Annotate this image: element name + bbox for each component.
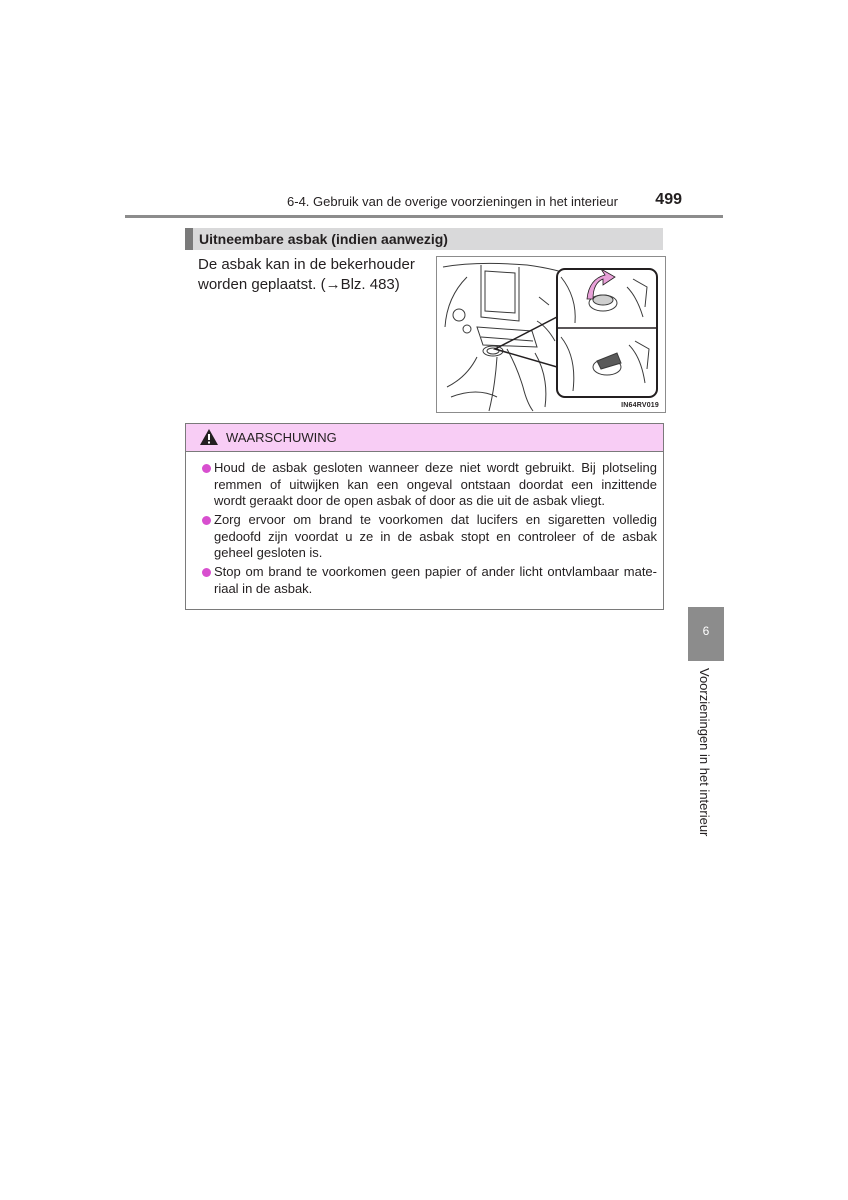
warning-triangle-icon bbox=[199, 428, 219, 446]
text-line: Stop om brand te voorkomen geen papier of ander licht ontvlambaar mate- bbox=[214, 564, 657, 579]
chapter-label: Voorzieningen in het interieur bbox=[697, 668, 712, 837]
warning-header bbox=[186, 424, 663, 452]
bullet-icon bbox=[202, 516, 211, 525]
dashboard-drawing bbox=[437, 257, 667, 414]
intro-paragraph bbox=[198, 255, 424, 295]
chapter-section-title: 6-4. Gebruik van de overige voorzieningen in het interieur bbox=[287, 194, 618, 209]
intro-line: De asbak kan in de bekerhouder bbox=[198, 256, 415, 273]
warning-item-text bbox=[214, 564, 657, 597]
text-line: Houd de asbak gesloten wanneer deze niet wordt gebruikt. Bij plotseling bbox=[214, 460, 657, 475]
text-line: wordt geraakt door de open asbak of door as die uit de asbak vliegt. bbox=[214, 493, 605, 508]
page-number: 499 bbox=[655, 191, 682, 208]
chapter-number: 6 bbox=[702, 624, 710, 638]
figure-code: IN64RV019 bbox=[621, 402, 659, 409]
bullet-icon bbox=[202, 464, 211, 473]
warning-item-text bbox=[214, 460, 657, 510]
intro-line: worden geplaatst. (→Blz. 483) bbox=[198, 276, 400, 293]
header-divider bbox=[125, 215, 723, 218]
chapter-tab bbox=[688, 607, 724, 661]
section-title: Uitneembare asbak (indien aanwezig) bbox=[199, 231, 448, 247]
ashtray-illustration bbox=[436, 256, 666, 413]
bullet-icon bbox=[202, 568, 211, 577]
warning-item-text bbox=[214, 512, 657, 562]
text-line: geheel gesloten is. bbox=[214, 545, 323, 560]
warning-title: WAARSCHUWING bbox=[226, 430, 337, 445]
text-line: remmen of uitwijken kan een ongeval ontstaan doordat een inzittende bbox=[214, 476, 657, 492]
warning-box bbox=[185, 423, 664, 610]
text-line: riaal in de asbak. bbox=[214, 580, 313, 596]
section-heading-bar bbox=[185, 228, 663, 250]
text-line: Zorg ervoor om brand te voorkomen dat lucifers en sigaretten volledig bbox=[214, 512, 657, 527]
text-line: gedoofd zijn voordat u ze in de asbak stopt en controleer of de asbak bbox=[214, 528, 657, 544]
